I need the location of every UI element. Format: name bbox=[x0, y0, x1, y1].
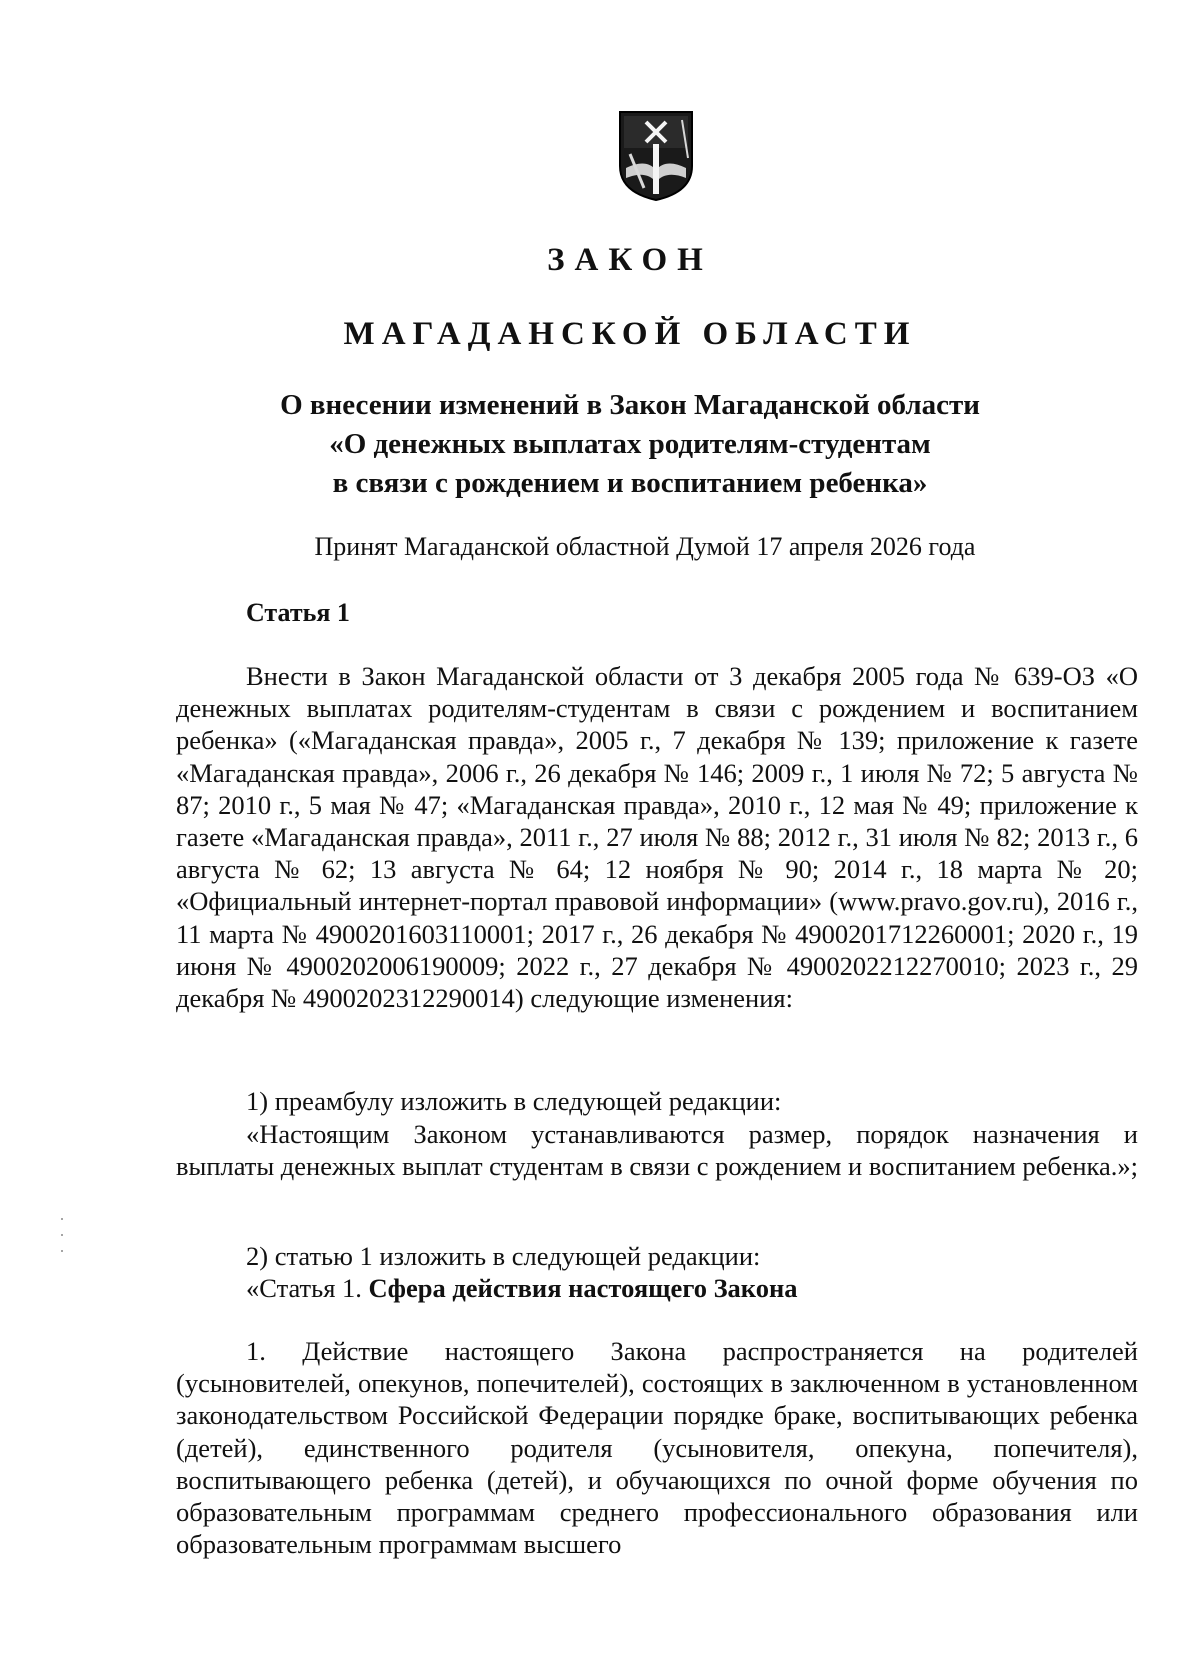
subtitle-line-2: «О денежных выплатах родителям-студентам bbox=[329, 428, 931, 460]
amendment-item-2: 2) статью 1 изложить в следующей редакции: bbox=[246, 1241, 761, 1271]
document-subtitle bbox=[0, 386, 1200, 503]
article-1-title: Сфера действия настоящего Закона bbox=[368, 1273, 798, 1303]
subtitle-line-1: О внесении изменений в Закон Магаданской области bbox=[280, 389, 980, 421]
scan-margin-marks bbox=[60, 1215, 64, 1265]
article-heading: Статья 1 bbox=[246, 598, 350, 627]
document-title-law: ЗАКОН bbox=[547, 242, 713, 278]
preamble-text: «Настоящим Законом устанавливаются размер, порядок назначения и выплаты денежных выплат студентам в связи с рождением и воспитанием ребенка.»; bbox=[176, 1119, 1138, 1182]
clause-1-paragraph: 1. Действие настоящего Закона распространяется на родителей (усыновителей, опекунов, попечителей), состоящих в заключенном в установленном законодательством Российской Федерации порядке браке, воспитывающих ребенка (детей), единственного родителя (усыновителя, опекуна, попечителя), воспитывающего ребенка (детей), и обучающихся по очной форме обучения по образовательным программам среднего профессионального образования или образовательным программам высшего bbox=[176, 1336, 1138, 1560]
adoption-statement: Принят Магаданской областной Думой 17 апреля 2026 года bbox=[314, 532, 976, 561]
intro-paragraph: Внести в Закон Магаданской области от 3 декабря 2005 года № 639-ОЗ «О денежных выплатах родителям-студентам в связи с рождением и воспитанием ребенка» («Магаданская правда», 2005 г., 7 декабря № 139; приложение к газете «Магаданская правда», 2006 г., 26 декабря № 146; 2009 г., 1 июля № 72; 5 августа № 87; 2010 г., 5 мая № 47; «Магаданская правда», 2010 г., 12 мая № 49; приложение к газете «Магаданская правда», 2011 г., 27 июля № 88; 2012 г., 31 июля № 82; 2013 г., 6 августа № 62; 13 августа № 64; 12 ноября № 90; 2014 г., 18 марта № 20; «Официальный интернет-портал правовой информации» (www.pravo.gov.ru), 2016 г., 11 марта № 4900201603110001; 2017 г., 26 декабря № 4900201712260001; 2020 г., 19 июня № 4900202006190009; 2022 г., 27 декабря № 4900202212270010; 2023 г., 29 декабря № 4900202312290014) следующие изменения: bbox=[176, 661, 1138, 1014]
amendment-item-1: 1) преамбулу изложить в следующей редакции: bbox=[246, 1086, 782, 1116]
document-title-region: МАГАДАНСКОЙ ОБЛАСТИ bbox=[343, 316, 917, 352]
article-1-prefix: «Статья 1. bbox=[246, 1273, 369, 1303]
article-1-heading bbox=[176, 1272, 1138, 1304]
subtitle-line-3: в связи с рождением и воспитанием ребенка» bbox=[332, 467, 928, 499]
magadan-coat-of-arms-icon bbox=[616, 108, 696, 202]
